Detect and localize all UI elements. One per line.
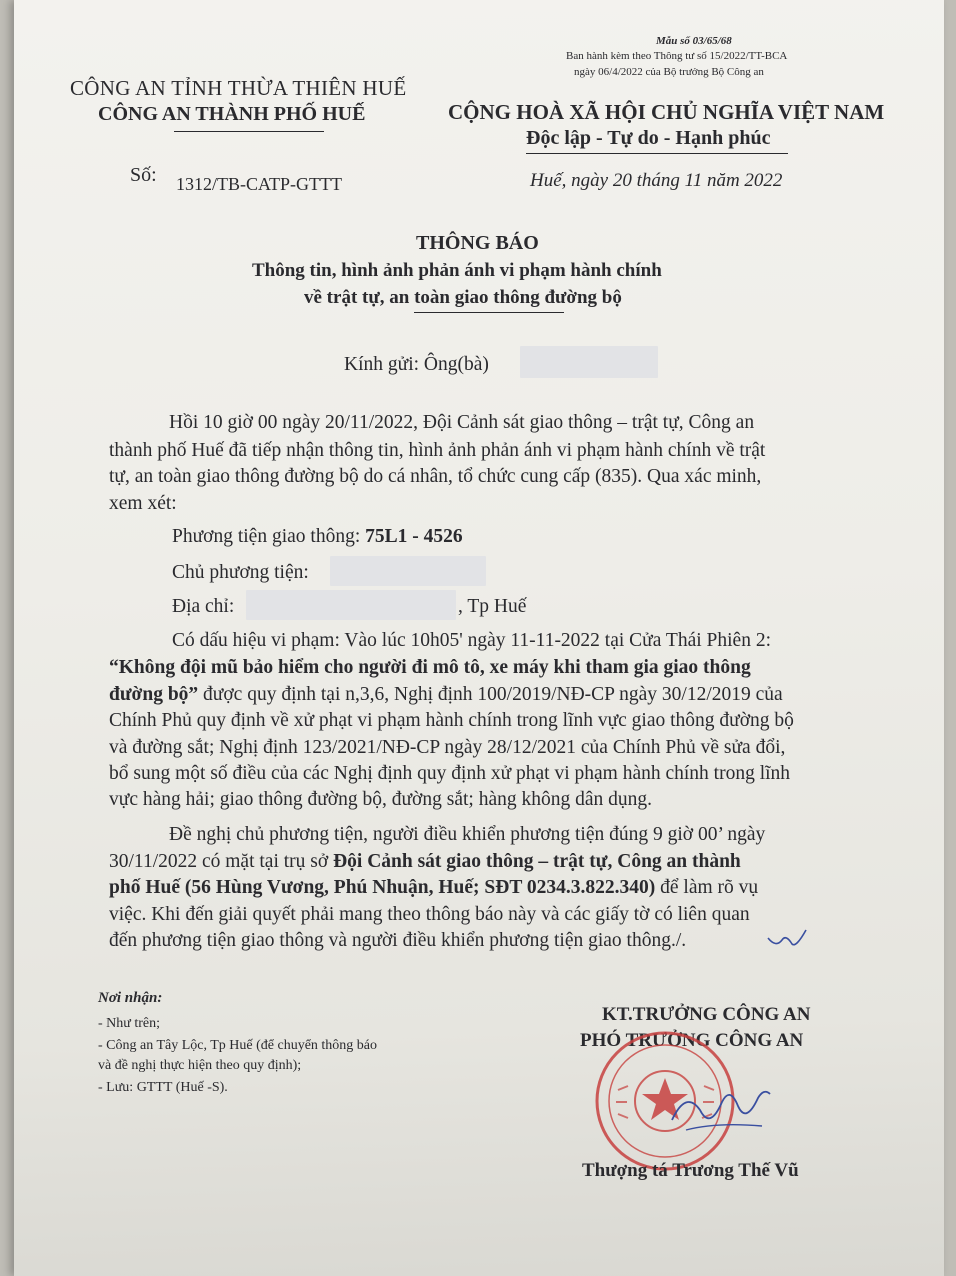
- recipients-item: và đề nghị thực hiện theo quy định);: [98, 1058, 302, 1073]
- paragraph-1-line: xem xét:: [109, 493, 177, 514]
- request-line3-bold: phố Huế (56 Hùng Vương, Phú Nhuận, Huế; SĐT 0234.3.822.340): [109, 877, 656, 898]
- address-label: Địa chỉ:: [172, 596, 235, 617]
- org-unit: CÔNG AN THÀNH PHỐ HUẾ: [98, 103, 366, 125]
- recipients-item: - Như trên;: [98, 1016, 161, 1031]
- redacted-owner-name: [330, 556, 486, 586]
- recipient-label: Kính gửi: Ông(bà): [344, 354, 489, 375]
- recipients-item: - Công an Tây Lộc, Tp Huế (để chuyển thông báo: [98, 1038, 378, 1053]
- handwritten-signature-icon: [666, 1080, 776, 1150]
- recipients-title: Nơi nhận:: [98, 990, 163, 1006]
- signature-title2: PHÓ TRƯỞNG CÔNG AN: [580, 1030, 804, 1051]
- violation-rest-line2: được quy định tại n,3,6, Nghị định 100/2019/NĐ-CP ngày 30/12/2019 của: [198, 684, 783, 705]
- doc-title: THÔNG BÁO: [416, 232, 539, 254]
- paragraph-1-line: tự, an toàn giao thông đường bộ do cá nhân, tổ chức cung cấp (835). Qua xác minh,: [109, 466, 762, 487]
- nation-name: CỘNG HOÀ XÃ HỘI CHỦ NGHĨA VIỆT NAM: [448, 100, 885, 124]
- vehicle-line: [172, 526, 463, 548]
- doc-subtitle-line2: về trật tự, an toàn giao thông đường bộ: [304, 287, 622, 308]
- violation-line: vực hàng hải; giao thông đường bộ, đường sắt; hàng không dân dụng.: [109, 789, 653, 810]
- doc-number: 1312/TB-CATP-GTTT: [176, 174, 342, 194]
- signatory-name: Thượng tá Trương Thế Vũ: [582, 1160, 799, 1181]
- subtitle-underline: [414, 312, 564, 313]
- request-line1: Đề nghị chủ phương tiện, người điều khiển phương tiện đúng 9 giờ 00’ ngày: [169, 824, 766, 845]
- doc-number-label: Số:: [130, 164, 157, 186]
- national-motto: Độc lập - Tự do - Hạnh phúc: [526, 127, 771, 149]
- motto-underline: [526, 153, 788, 154]
- form-note-line2: ngày 06/4/2022 của Bộ trưởng Bộ Công an: [574, 66, 764, 78]
- violation-bold-line2: đường bộ”: [109, 684, 199, 705]
- redacted-address: [246, 590, 456, 620]
- form-number: Mẫu số 03/65/68: [656, 35, 732, 47]
- request-line5: đến phương tiện giao thông và người điều khiển phương tiện giao thông./.: [109, 930, 687, 951]
- initials-mark-icon: [766, 926, 810, 952]
- violation-line2: [109, 684, 783, 706]
- signature-title1: KT.TRƯỞNG CÔNG AN: [602, 1004, 811, 1025]
- document-page: [14, 0, 944, 1276]
- vehicle-label: Phương tiện giao thông:: [172, 526, 366, 547]
- org-parent: CÔNG AN TỈNH THỪA THIÊN HUẾ: [70, 76, 407, 100]
- vehicle-plate: 75L1 - 4526: [365, 526, 463, 547]
- request-line4: việc. Khi đến giải quyết phải mang theo thông báo này và các giấy tờ có liên quan: [109, 904, 750, 925]
- address-city: , Tp Huế: [458, 596, 527, 617]
- request-line2: [109, 851, 741, 873]
- paragraph-1-line: thành phố Huế đã tiếp nhận thông tin, hình ảnh phản ánh vi phạm hành chính về trật: [109, 440, 766, 461]
- place-date: Huế, ngày 20 tháng 11 năm 2022: [530, 170, 783, 191]
- request-line3: [109, 877, 758, 899]
- org-underline: [174, 131, 324, 132]
- request-line2-bold: Đội Cảnh sát giao thông – trật tự, Công an thành: [333, 851, 741, 872]
- request-line2-plain: 30/11/2022 có mặt tại trụ sở: [109, 851, 334, 872]
- request-line3-plain: để làm rõ vụ: [655, 877, 759, 898]
- doc-subtitle-line1: Thông tin, hình ảnh phản ánh vi phạm hành chính: [252, 260, 662, 281]
- violation-line: Chính Phủ quy định về xử phạt vi phạm hành chính trong lĩnh vực giao thông đường bộ: [109, 710, 794, 731]
- violation-bold-line1: “Không đội mũ bảo hiểm cho người đi mô tô, xe máy khi tham gia giao thông: [109, 657, 751, 678]
- violation-intro: Có dấu hiệu vi phạm: Vào lúc 10h05' ngày 11-11-2022 tại Cửa Thái Phiên 2:: [172, 630, 771, 651]
- recipients-item: - Lưu: GTTT (Huế -S).: [98, 1080, 228, 1095]
- owner-label: Chủ phương tiện:: [172, 562, 309, 583]
- form-note-line1: Ban hành kèm theo Thông tư số 15/2022/TT-BCA: [566, 50, 788, 62]
- violation-line: bổ sung một số điều của các Nghị định quy định xử phạt vi phạm hành chính trong lĩnh: [109, 763, 791, 784]
- paragraph-1-line: Hồi 10 giờ 00 ngày 20/11/2022, Đội Cảnh sát giao thông – trật tự, Công an: [169, 412, 755, 433]
- redacted-recipient-name: [520, 346, 658, 378]
- violation-line: và đường sắt; Nghị định 123/2021/NĐ-CP ngày 28/12/2021 của Chính Phủ về sửa đổi,: [109, 737, 786, 758]
